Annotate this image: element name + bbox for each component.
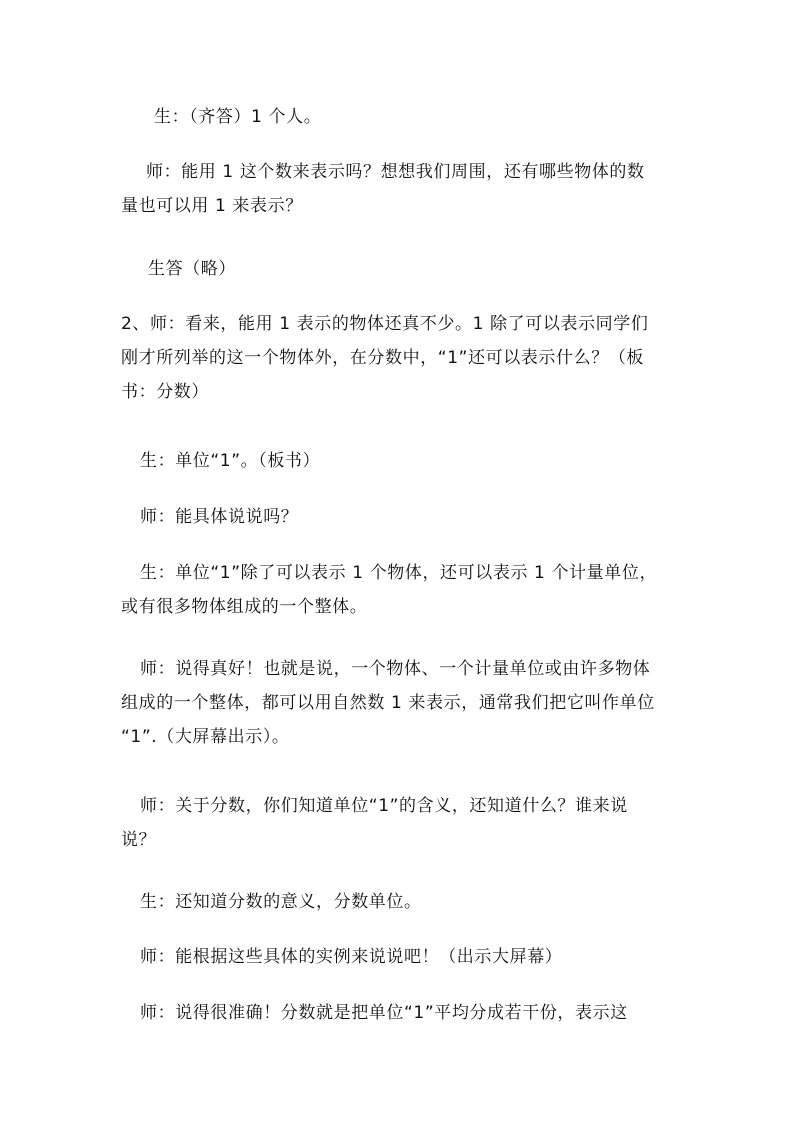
text-line: 量也可以用 1 来表示？: [121, 196, 303, 216]
text-line: 师：说得真好！也就是说，一个物体、一个计量单位或由许多物体: [140, 659, 651, 679]
paragraph-teacher-summary: [121, 652, 681, 754]
text-line: 师：关于分数，你们知道单位“1”的含义，还知道什么？谁来说: [140, 796, 628, 816]
paragraph-student-meaning: [140, 885, 680, 919]
text-line: 生：单位“1”除了可以表示 1 个物体，还可以表示 1 个计量单位，: [140, 563, 658, 583]
paragraph-teacher-question-1: [121, 155, 681, 223]
paragraph-student-answer-1: [154, 100, 654, 134]
text-line: 组成的一个整体，都可以用自然数 1 来表示，通常我们把它叫作单位: [121, 693, 655, 713]
paragraph-teacher-examples: [140, 940, 680, 974]
text-line: 生：还知道分数的意义，分数单位。: [140, 892, 422, 912]
text-line: 2、师：看来，能用 1 表示的物体还真不少。1 除了可以表示同学们: [121, 314, 649, 334]
paragraph-teacher-item-2: [121, 307, 681, 409]
text-line: 或有很多物体组成的一个整体。: [121, 597, 368, 617]
paragraph-teacher-question-2: [121, 789, 681, 857]
text-line: 生：（齐答）1 个人。: [154, 107, 322, 127]
text-line: 师：能具体说说吗？: [140, 507, 299, 527]
text-line: 生答（略）: [148, 259, 236, 279]
text-line: 生：单位“1”。（板书）: [140, 451, 321, 471]
text-line: 刚才所列举的这一个物体外，在分数中，“1”还可以表示什么？（板: [121, 348, 645, 368]
text-line: 说？: [121, 830, 157, 850]
paragraph-student-unit-one: [140, 444, 680, 478]
text-line: 师：能根据这些具体的实例来说说吧！（出示大屏幕）: [140, 947, 563, 967]
paragraph-student-answer-omitted: [148, 252, 648, 286]
text-line: 师：说得很准确！分数就是把单位“1”平均分成若干份，表示这: [140, 1003, 628, 1023]
text-line: “1”.（大屏幕出示）。: [121, 727, 290, 747]
paragraph-teacher-definition: [121, 996, 681, 1030]
paragraph-student-explanation: [121, 556, 681, 624]
text-line: 师：能用 1 这个数来表示吗？想想我们周围，还有哪些物体的数: [146, 162, 645, 182]
paragraph-teacher-ask-explain: [140, 500, 680, 534]
text-line: 书：分数）: [121, 382, 209, 402]
